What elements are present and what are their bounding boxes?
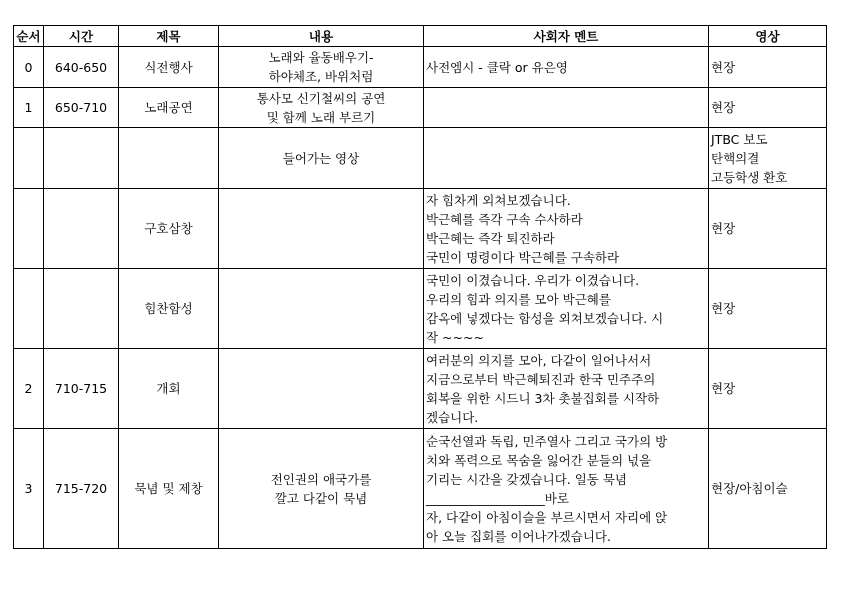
cell-time: 715-720 — [44, 429, 119, 549]
table-row — [14, 269, 827, 349]
table-row — [14, 88, 827, 128]
header-mc: 사회자 멘트 — [424, 26, 709, 47]
cell-video: JTBC 보도 탄핵의결 고등학생 환호 — [709, 128, 827, 189]
header-row — [14, 26, 827, 47]
header-video: 영상 — [709, 26, 827, 47]
table-row — [14, 429, 827, 549]
cell-mc: 순국선열과 독립, 민주열사 그리고 국가의 방 치와 폭력으로 목숨을 잃어간 분들의 넋을 기리는 시간을 갖겠습니다. 일동 묵념 ___________________바로 자, 다같이 아침이슬을 부르시면서 자리에 앉 아 오늘 집회를 이어나가겠습니다. — [424, 429, 709, 549]
cell-content: 노래와 율동배우기- 하야체조, 바위처럼 — [219, 47, 424, 88]
cell-time — [44, 269, 119, 349]
cell-time: 640-650 — [44, 47, 119, 88]
cell-video: 현장 — [709, 269, 827, 349]
table-row — [14, 128, 827, 189]
cell-order: 3 — [14, 429, 44, 549]
cell-time — [44, 189, 119, 269]
cell-mc: 국민이 이겼습니다. 우리가 이겼습니다. 우리의 힘과 의지를 모아 박근혜를 감옥에 넣겠다는 함성을 외쳐보겠습니다. 시 작 ~~~~ — [424, 269, 709, 349]
cell-mc — [424, 88, 709, 128]
cell-video: 현장 — [709, 349, 827, 429]
cell-content — [219, 349, 424, 429]
program-table — [13, 25, 827, 549]
cell-order: 2 — [14, 349, 44, 429]
cell-video: 현장 — [709, 47, 827, 88]
cell-title: 식전행사 — [119, 47, 219, 88]
table-row — [14, 189, 827, 269]
header-order: 순서 — [14, 26, 44, 47]
cell-video: 현장 — [709, 189, 827, 269]
cell-time: 650-710 — [44, 88, 119, 128]
table-row — [14, 349, 827, 429]
cell-mc: 여러분의 의지를 모아, 다같이 일어나서서 지금으로부터 박근혜퇴진과 한국 민주주의 회복을 위한 시드니 3차 촛불집회를 시작하 겠습니다. — [424, 349, 709, 429]
cell-title: 힘찬함성 — [119, 269, 219, 349]
cell-title: 개회 — [119, 349, 219, 429]
cell-content: 전인권의 애국가를 깔고 다같이 묵념 — [219, 429, 424, 549]
header-title: 제목 — [119, 26, 219, 47]
cell-mc — [424, 128, 709, 189]
cell-title: 구호삼창 — [119, 189, 219, 269]
cell-content — [219, 269, 424, 349]
cell-order: 0 — [14, 47, 44, 88]
table-row — [14, 47, 827, 88]
cell-title: 묵념 및 제창 — [119, 429, 219, 549]
cell-content — [219, 189, 424, 269]
cell-order: 1 — [14, 88, 44, 128]
header-content: 내용 — [219, 26, 424, 47]
cell-order — [14, 269, 44, 349]
cell-order — [14, 128, 44, 189]
cell-content: 들어가는 영상 — [219, 128, 424, 189]
cell-mc: 사전엠시 - 클락 or 유은영 — [424, 47, 709, 88]
cell-video: 현장/아침이슬 — [709, 429, 827, 549]
cell-time: 710-715 — [44, 349, 119, 429]
cell-mc: 자 힘차게 외쳐보겠습니다. 박근혜를 즉각 구속 수사하라 박근혜는 즉각 퇴진하라 국민이 명령이다 박근혜를 구속하라 — [424, 189, 709, 269]
header-time: 시간 — [44, 26, 119, 47]
cell-time — [44, 128, 119, 189]
cell-title: 노래공연 — [119, 88, 219, 128]
cell-order — [14, 189, 44, 269]
cell-title — [119, 128, 219, 189]
cell-video: 현장 — [709, 88, 827, 128]
cell-content: 통사모 신기철씨의 공연 및 함께 노래 부르기 — [219, 88, 424, 128]
